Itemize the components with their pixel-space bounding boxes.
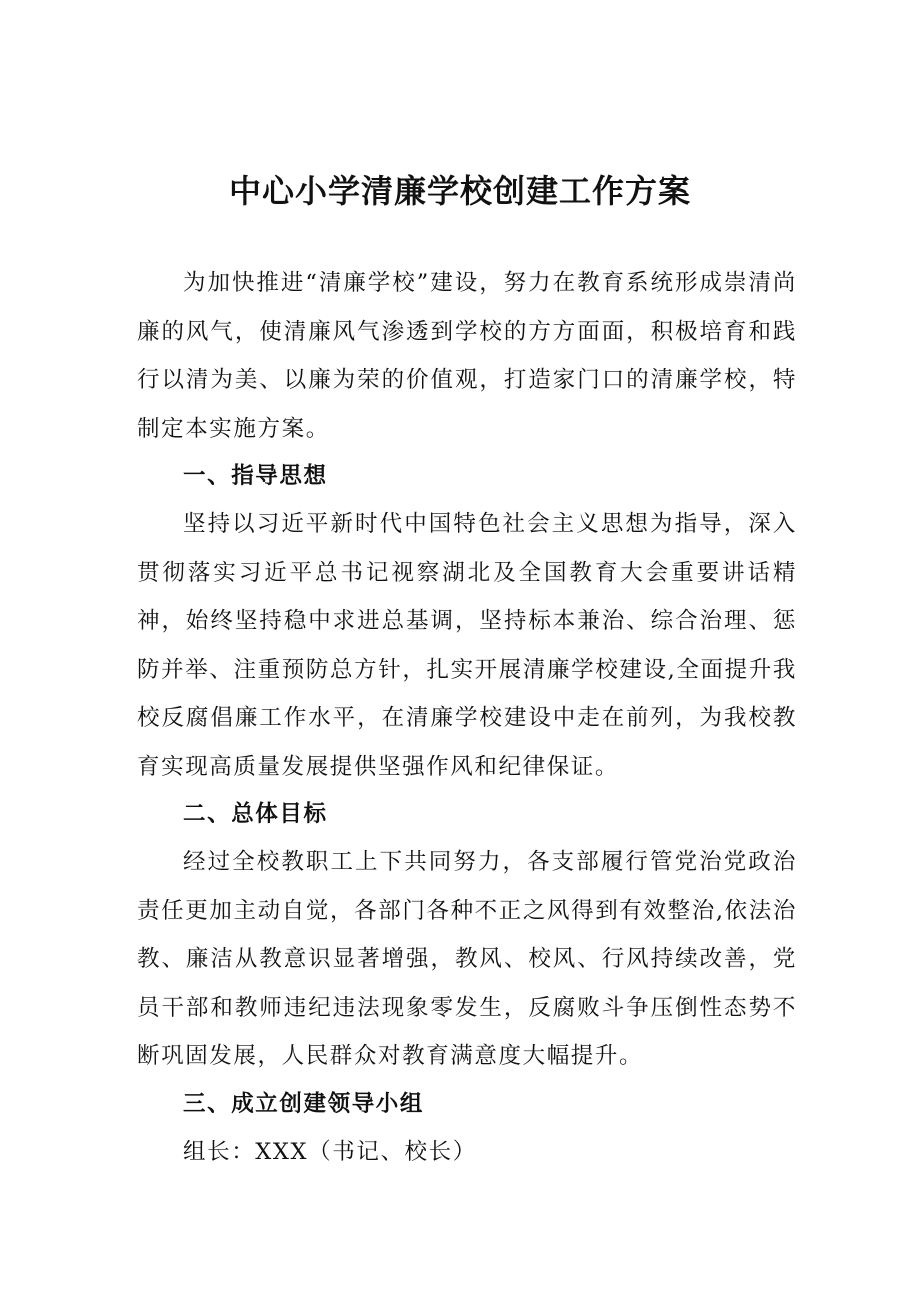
section-text-guiding-ideology: 坚持以习近平新时代中国特色社会主义思想为指导，深入贯彻落实习近平总书记视察湖北及全国教育大会重要讲话精神，始终坚持稳中求进总基调，坚持标本兼治、综合治理、惩防并举、注重预防总方针，扎实开展清廉学校建设,全面提升我校反腐倡廉工作水平，在清廉学校建设中走在前列，为我校教育实现高质量发展提供坚强作风和纪律保证。: [137, 511, 797, 780]
section-heading-leadership-group: 三、成立创建领导小组: [183, 1091, 425, 1117]
leader-line: 组长：XXX（书记、校长）: [183, 1139, 477, 1165]
document-title: 中心小学清廉学校创建工作方案: [228, 172, 691, 210]
section-heading-guiding-ideology: 一、指导思想: [183, 463, 328, 489]
section-heading-overall-goal: 二、总体目标: [183, 801, 328, 827]
section-text-overall-goal: 经过全校教职工上下共同努力，各支部履行管党治党政治责任更加主动自觉，各部门各种不正之风得到有效整治,依法治教、廉洁从教意识显著增强，教风、校风、行风持续改善，党员干部和教师违纪违法现象零发生，反腐败斗争压倒性态势不断巩固发展，人民群众对教育满意度大幅提升。: [137, 849, 797, 1069]
intro-paragraph: 为加快推进“清廉学校”建设，努力在教育系统形成崇清尚廉的风气，使清廉风气渗透到学校的方方面面，积极培育和践行以清为美、以廉为荣的价值观，打造家门口的清廉学校，特制定本实施方案。: [137, 270, 797, 442]
